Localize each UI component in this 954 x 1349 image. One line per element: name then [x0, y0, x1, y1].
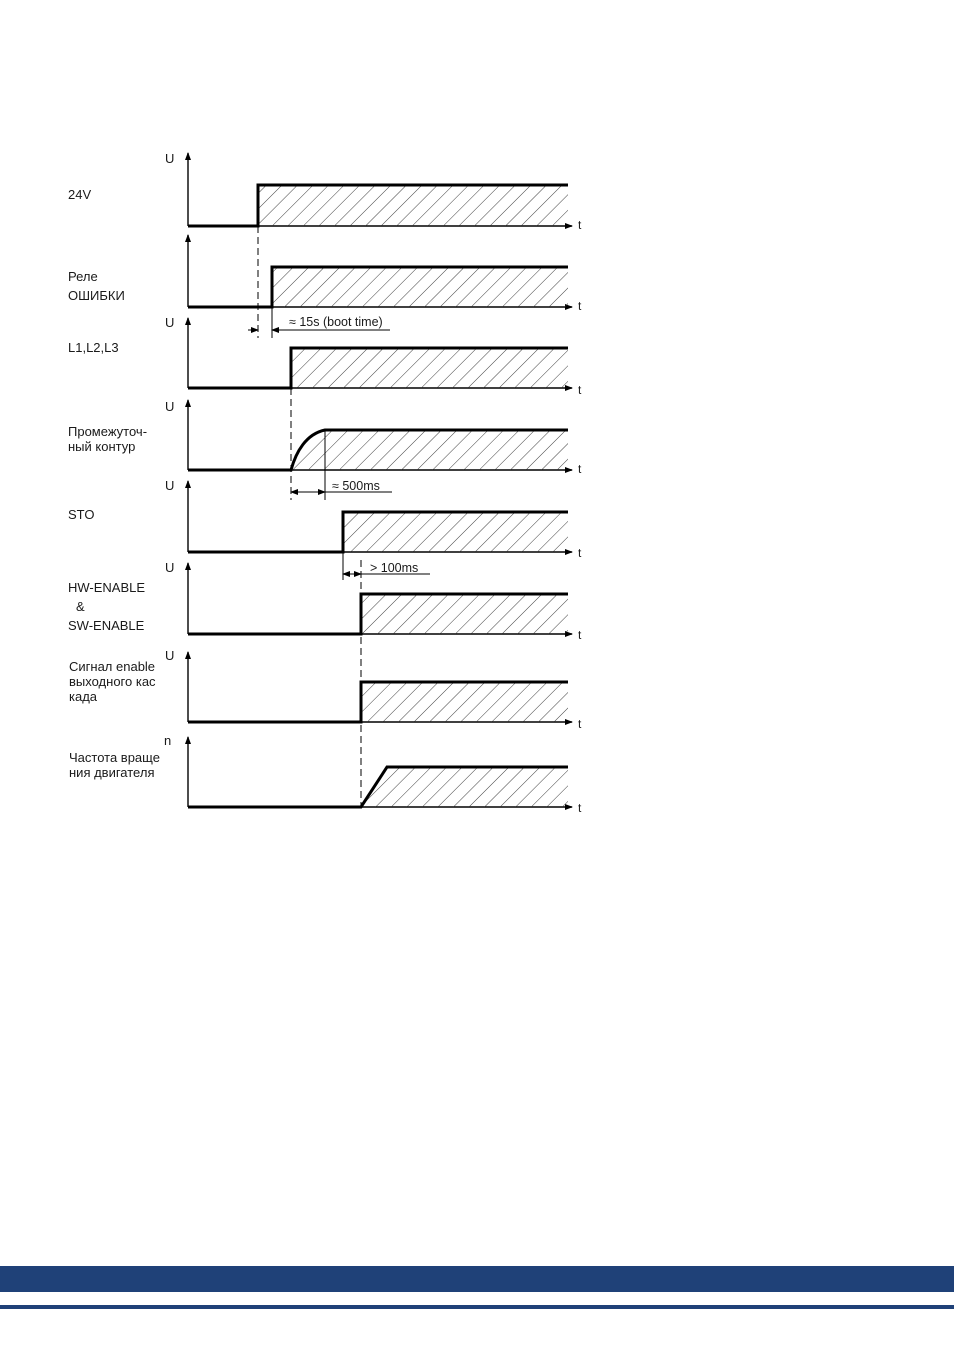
row-enable-t-label: t — [578, 628, 582, 642]
row-motor-speed-label-line1: Частота враще — [69, 750, 160, 765]
row-sto-label: STO — [68, 507, 95, 522]
row-dc-link-t-label: t — [578, 462, 582, 476]
row-mains-t-label: t — [578, 383, 582, 397]
row-24v-t-label: t — [578, 218, 582, 232]
row-enable-active-hatch — [361, 594, 568, 634]
row-mains-label: L1,L2,L3 — [68, 340, 119, 355]
dc-link-delay-text: ≈ 500ms — [332, 479, 380, 493]
row-24v — [68, 151, 582, 232]
row-motor-speed — [69, 733, 582, 815]
row-mains-active-hatch — [291, 348, 568, 388]
row-motor-speed-active-hatch — [361, 767, 568, 807]
row-dc-link-label-line2: ный контур — [68, 439, 136, 454]
row-24v-label: 24V — [68, 187, 92, 202]
row-mains-axis-label: U — [165, 315, 175, 330]
row-dc-link-active-hatch — [291, 430, 568, 470]
row-enable-label-line3: SW-ENABLE — [68, 618, 145, 633]
row-output-stage-label-line1: Сигнал enable — [69, 659, 156, 674]
row-output-stage-t-label: t — [578, 717, 582, 731]
boot-time-text: ≈ 15s (boot time) — [289, 315, 383, 329]
row-enable-label-line2: & — [76, 599, 85, 614]
row-output-stage-active-hatch — [361, 682, 568, 722]
row-output-stage-label-line2: выходного кас — [69, 674, 156, 689]
footer-rule — [0, 1305, 954, 1309]
row-motor-speed-t-label: t — [578, 801, 582, 815]
row-relay — [68, 235, 582, 313]
row-24v-axis-label: U — [165, 151, 175, 166]
row-relay-t-label: t — [578, 299, 582, 313]
row-24v-active-hatch — [258, 185, 568, 226]
row-dc-link-label-line1: Промежуточ- — [68, 424, 148, 439]
row-output-stage — [69, 648, 582, 731]
row-enable — [68, 560, 582, 642]
sto-delay-text: > 100ms — [370, 561, 419, 575]
row-relay-active-hatch — [272, 267, 568, 307]
row-dc-link-axis-label: U — [165, 399, 175, 414]
row-motor-speed-axis-label: n — [164, 733, 172, 748]
row-relay-label-line1: Реле — [68, 269, 98, 284]
row-enable-axis-label: U — [165, 560, 175, 575]
row-relay-label-line2: ОШИБКИ — [68, 288, 125, 303]
row-sto-t-label: t — [578, 546, 582, 560]
row-motor-speed-label-line2: ния двигателя — [69, 765, 155, 780]
row-output-stage-axis-label: U — [165, 648, 175, 663]
footer-band — [0, 1266, 954, 1292]
row-output-stage-label-line3: када — [69, 689, 98, 704]
row-sto-axis-label: U — [165, 478, 175, 493]
row-enable-label-line1: HW-ENABLE — [68, 580, 146, 595]
row-sto-active-hatch — [343, 512, 568, 552]
